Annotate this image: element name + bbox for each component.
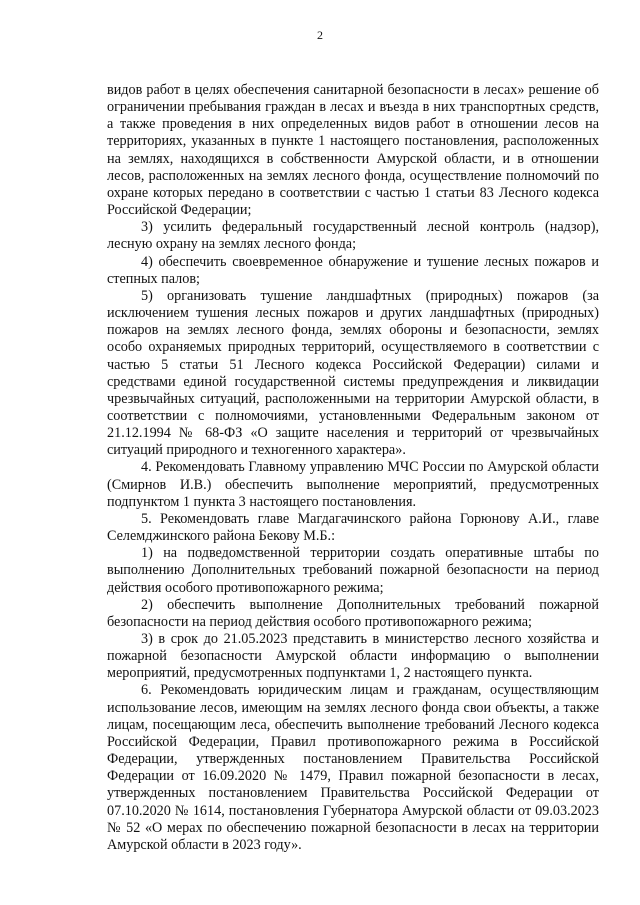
paragraph: 2) обеспечить выполнение Дополнительных требований пожарной безопасности на период действия особого противопожарного режима; [107, 596, 599, 630]
paragraph: 4) обеспечить своевременное обнаружение и тушение лесных пожаров и степных палов; [107, 253, 599, 287]
paragraph: 4. Рекомендовать Главному управлению МЧС России по Амурской области (Смирнов И.В.) обеспечить выполнение мероприятий, предусмотренных подпунктом 1 пункта 3 настоящего постановления. [107, 459, 599, 510]
paragraph: 5) организовать тушение ландшафтных (природных) пожаров (за исключением тушения лесных пожаров и других ландшафтных (природных) пожаров на землях лесного фонда, землях обороны и безопасности, землях особо охраняемых природных территорий, осуществляемого в соответствии с частью 5 статьи 51 Лесного кодекса Российской Федерации) силами и средствами единой государственной системы предупреждения и ликвидации чрезвычайных ситуаций, расположенными на территории Амурской области, в соответствии с полномочиями, установленными Федеральным законом от 21.12.1994 № 68-ФЗ «О защите населения и территорий от чрезвычайных ситуаций природного и техногенного характера». [107, 287, 599, 459]
paragraph: 5. Рекомендовать главе Магдагачинского района Горюнову А.И., главе Селемджинского района Бекову М.Б.: [107, 510, 599, 545]
page-number: 2 [317, 28, 323, 42]
paragraph: 3) усилить федеральный государственный лесной контроль (надзор), лесную охрану на землях лесного фонда; [107, 219, 599, 253]
document-body [107, 82, 599, 854]
paragraph: 6. Рекомендовать юридическим лицам и гражданам, осуществляющим использование лесов, имеющим на землях лесного фонда свои объекты, а также лицам, посещающим леса, обеспечить выполнение требований Лесного кодекса Российской Федерации, Правил противопожарного режима в Российской Федерации, утвержденных постановлением Правительства Российской Федерации от 16.09.2020 № 1479, Правил пожарной безопасности в лесах, утвержденных постановлением Правительства Российской Федерации от 07.10.2020 № 1614, постановления Губернатора Амурской области от 09.03.2023 № 52 «О мерах по обеспечению пожарной безопасности в лесах на территории Амурской области в 2023 году». [107, 682, 599, 853]
paragraph: видов работ в целях обеспечения санитарной безопасности в лесах» решение об ограничении пребывания граждан в лесах и въезда в них транспортных средств, а также проведения в них определенных видов работ в отношении лесов на территориях, указанных в пункте 1 настоящего постановления, расположенных на землях, находящихся в собственности Амурской области, и в отношении лесов, расположенных на землях лесного фонда, осуществление полномочий по охране которых передано в соответствии с частью 1 статьи 83 Лесного кодекса Российской Федерации; [107, 82, 599, 219]
paragraph: 3) в срок до 21.05.2023 представить в министерство лесного хозяйства и пожарной безопасности Амурской области информацию о выполнении мероприятий, предусмотренных подпунктами 1, 2 настоящего пункта. [107, 631, 599, 682]
paragraph: 1) на подведомственной территории создать оперативные штабы по выполнению Дополнительных требований пожарной безопасности на период действия особого противопожарного режима; [107, 545, 599, 596]
